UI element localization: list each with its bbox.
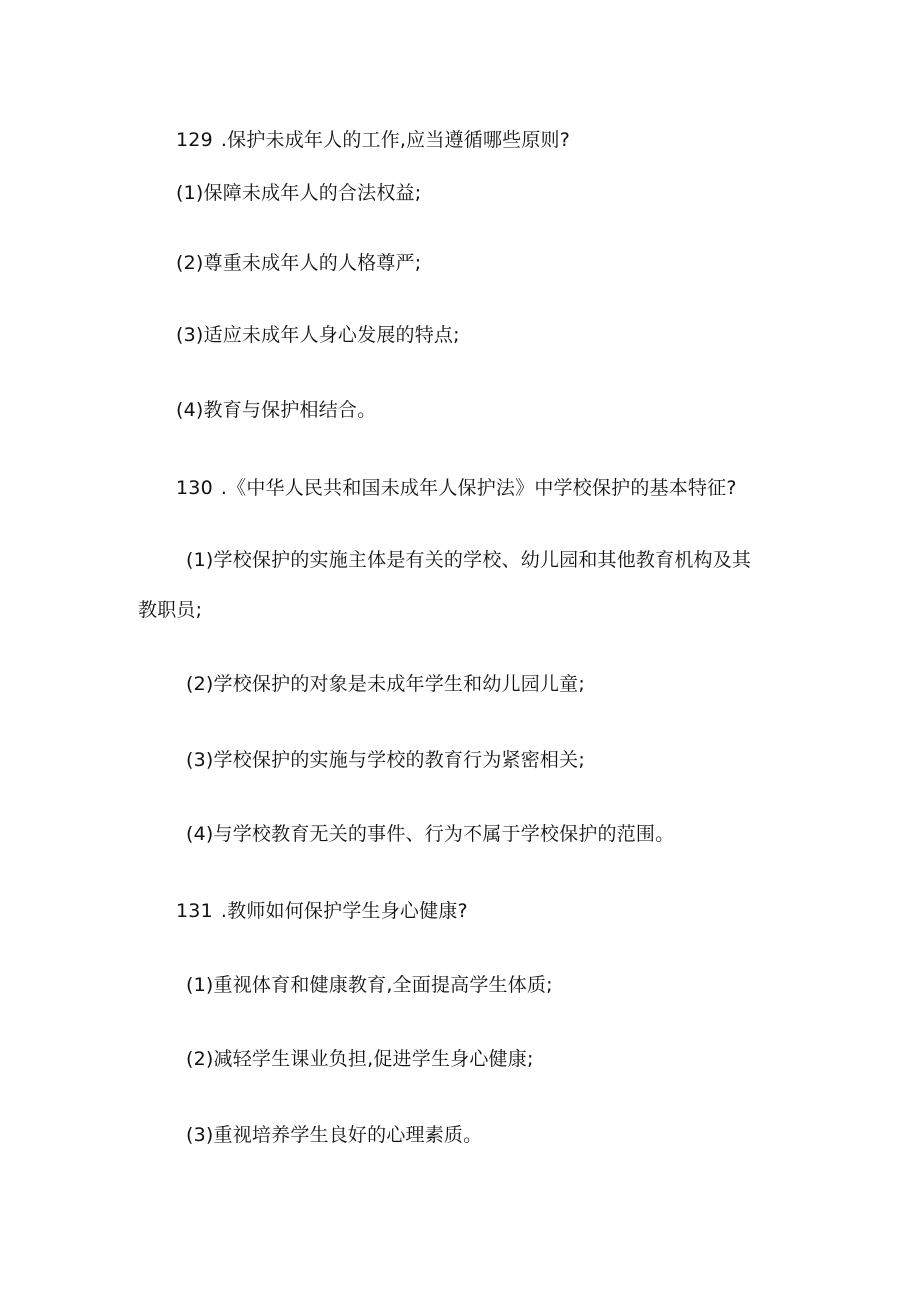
answer-item: (4)教育与保护相结合。 (176, 399, 377, 421)
answer-item: (1)保障未成年人的合法权益; (176, 182, 422, 204)
answer-item: (2)学校保护的对象是未成年学生和幼儿园儿童; (186, 673, 585, 695)
question-number: 130 (176, 477, 213, 499)
question-131-heading (176, 898, 468, 924)
answer-item: (3)重视培养学生良好的心理素质。 (186, 1124, 483, 1146)
answer-item: (2)减轻学生课业负担,促进学生身心健康; (186, 1048, 534, 1070)
question-text: .教师如何保护学生身心健康? (220, 900, 468, 922)
answer-item: (4)与学校教育无关的事件、行为不属于学校保护的范围。 (186, 823, 675, 845)
question-number: 129 (176, 129, 213, 151)
question-text: .保护未成年人的工作,应当遵循哪些原则? (220, 129, 571, 151)
answer-item: (3)学校保护的实施与学校的教育行为紧密相关; (186, 749, 585, 771)
answer-item-continuation: 教职员; (138, 599, 203, 621)
answer-item: (1)学校保护的实施主体是有关的学校、幼儿园和其他教育机构及其 (186, 549, 752, 571)
question-text: .《中华人民共和国未成年人保护法》中学校保护的基本特征? (220, 477, 737, 499)
question-130-heading (176, 475, 737, 501)
answer-item: (2)尊重未成年人的人格尊严; (176, 252, 422, 274)
answer-item: (3)适应未成年人身心发展的特点; (176, 324, 460, 346)
question-number: 131 (176, 900, 213, 922)
question-129-heading (176, 127, 570, 153)
answer-item: (1)重视体育和健康教育,全面提高学生体质; (186, 974, 553, 996)
